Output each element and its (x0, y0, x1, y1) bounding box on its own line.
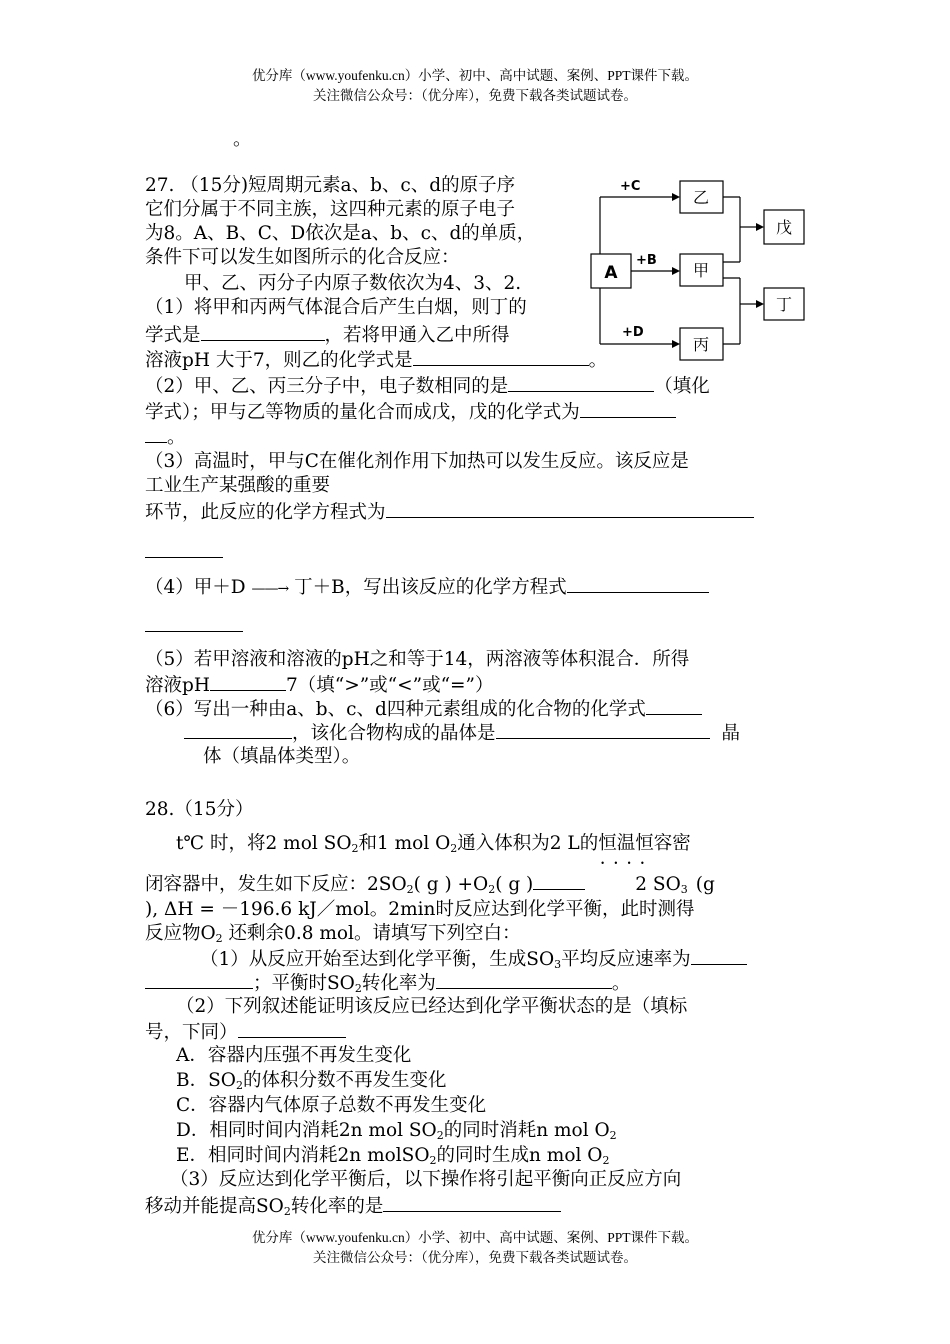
q28-p4-a: 反应物O (145, 923, 216, 944)
sub-2: 2 (602, 1154, 610, 1167)
q27-l11-text: 。 (167, 427, 186, 448)
diagram-label-A: A (604, 263, 618, 283)
q27-line-4: 条件下可以发生如图所示的化合反应： (145, 247, 460, 268)
sub-2: 2 (215, 932, 223, 945)
q27-blank-equation-4-cont[interactable] (145, 631, 243, 632)
q27-line-11 (145, 424, 186, 450)
q28-sub2-line-1: （2）下列叙述能证明该反应已经达到化学平衡状态的是（填标 (176, 996, 688, 1017)
q27-blank-compound-formula-cont[interactable] (184, 720, 292, 739)
q28-para-line-3: ), ΔH = －196.6 kJ／mol。2min时反应达到化学平衡，此时测得 (145, 899, 695, 920)
q27-l18-text-a: ，该化合物构成的晶体是 (292, 723, 496, 744)
q28-s1-b: 平均反应速率为 (561, 949, 691, 970)
q28-s1-d: 转化率为 (361, 973, 436, 994)
q28-sub2-line-2 (145, 1019, 346, 1045)
q28-s1-e: 。 (611, 973, 631, 994)
sub-3: 3 (680, 883, 688, 896)
q28-s2-b: 号，下同） (145, 1022, 238, 1043)
q27-blank-equation-3[interactable] (386, 499, 754, 518)
q27-line-10 (145, 399, 676, 425)
q27-blank-ph[interactable] (210, 672, 286, 691)
q27-line-5: 甲、乙、丙分子内原子数依次为4、3、2. (184, 273, 522, 294)
q27-l15-text-b: 丁＋B，写出该反应的化学方程式 (294, 577, 567, 598)
footer-line-2: 关注微信公众号：（优分库），免费下载各类试题试卷。 (313, 1250, 637, 1265)
reaction-diagram (590, 172, 810, 368)
sub-2: 2 (406, 883, 414, 896)
q27-line-15 (145, 574, 709, 601)
q28-sub3-line-1: （3）反应达到化学平衡后，以下操作将引起平衡向正反应方向 (170, 1169, 682, 1190)
q27-blank-equation-4[interactable] (567, 574, 709, 593)
sub-3: 3 (554, 958, 562, 971)
q28-p1-e: 密 (672, 833, 691, 854)
q28-blank-equilibrium-choice[interactable] (238, 1019, 346, 1038)
q28-p2-c: ( g ) (495, 874, 534, 895)
diagram-op-d: +D (622, 325, 644, 340)
q27-blank-yi-formula[interactable] (413, 347, 589, 366)
diagram-label-yi: 乙 (692, 188, 710, 207)
q27-line-13: 工业生产某强酸的重要 (145, 475, 331, 496)
sub-2: 2 (351, 842, 359, 855)
q28-blank-conversion[interactable] (436, 970, 612, 989)
q28-optb-a: B．SO (176, 1070, 236, 1091)
q28-p4-b: 还剩余0.8 mol。请填写下列空白： (222, 923, 521, 944)
q27-blank-ding-formula[interactable] (201, 322, 325, 341)
q27-l14-text: 环节，此反应的化学方程式为 (145, 502, 386, 523)
q27-line-18 (184, 720, 740, 746)
q27-line-3: 为8。A、B、C、D依次是a、b、c、d的单质， (145, 223, 536, 244)
q27-l17-text: （6）写出一种由a、b、c、d四种元素组成的化合物的化学式 (145, 699, 646, 720)
footer-line-1: 优分库（www.youfenku.cn）小学、初中、高中试题、案例、PPT课件下载。 (251, 1230, 699, 1245)
q27-l16-text-b: 溶液pH (145, 675, 210, 696)
q27-blank-compound-formula[interactable] (646, 696, 702, 715)
q28-optd-b: 的同时消耗n mol O (443, 1120, 610, 1141)
header-line-1: 优分库（www.youfenku.cn）小学、初中、高中试题、案例、PPT课件下载。 (251, 68, 699, 83)
diagram-label-jia: 甲 (692, 261, 710, 280)
q27-l9-text-b: （填化 (654, 376, 710, 397)
equilibrium-arrow-icon (533, 875, 585, 890)
q28-opte-b: 的同时生成n mol O (436, 1145, 603, 1166)
diagram-op-b: +B (636, 253, 657, 268)
q28-para-line-1 (176, 832, 691, 861)
q28-p1-b: 和1 mol O (358, 833, 451, 854)
q27-l18-text-b: 晶 (721, 723, 741, 744)
diagram-label-ding: 丁 (775, 295, 793, 314)
q27-l7-text-b: ，若将甲通入乙中所得 (324, 325, 510, 346)
q28-emphasis-constant-temp-volume: 恒温恒容 • • (598, 833, 672, 854)
q27-line-16: （5）若甲溶液和溶液的pH之和等于14，两溶液等体积混合．所得 (145, 649, 690, 670)
sub-2: 2 (436, 1129, 444, 1142)
q28-blank-forward-shift[interactable] (383, 1193, 561, 1212)
q28-s3-c: 转化率的是 (290, 1196, 384, 1217)
diagram-op-c: +C (620, 179, 641, 194)
q27-l8-text-a: 溶液pH 大于7，则乙的化学式是 (145, 350, 413, 371)
q27-blank-wu-formula[interactable] (580, 399, 676, 418)
q27-l9-text-a: （2）甲、乙、丙三分子中，电子数相同的是 (145, 376, 509, 397)
q28-title: 28.（15分） (145, 799, 254, 820)
q28-optb-b: 的体积分数不再发生变化 (242, 1070, 447, 1091)
q27-blank-equation-3-cont[interactable] (145, 557, 223, 558)
q27-l10-text: 学式）；甲与乙等物质的量化合而成戊，戊的化学式为 (145, 402, 580, 423)
diagram-label-bing: 丙 (692, 335, 710, 354)
header-line-2: 关注微信公众号：（优分库），免费下载各类试题试卷。 (313, 88, 637, 103)
q27-l7-text-a: 学式是 (145, 325, 201, 346)
sub-2: 2 (283, 1205, 291, 1218)
q27-line-9 (145, 373, 710, 399)
q27-line-19: 体（填晶体类型）。 (203, 746, 361, 767)
q27-l15-text-a: （4）甲＋D (145, 577, 246, 598)
sub-2: 2 (354, 982, 362, 995)
q27-blank-crystal-type[interactable] (496, 720, 710, 739)
q28-optd-a: D．相同时间内消耗2n mol SO (176, 1120, 437, 1141)
q28-p2-b: ( g ) +O (413, 874, 489, 895)
q27-l16-text-c: 7（填“>”或“<”或“=”） (285, 675, 494, 696)
q28-blank-rate[interactable] (691, 946, 747, 965)
q28-option-c: C．容器内气体原子总数不再发生变化 (176, 1095, 487, 1116)
q27-line-16b (145, 672, 494, 698)
q28-p2-a: 闭容器中，发生如下反应：2SO (145, 874, 407, 895)
q27-line-12: （3）高温时，甲与C在催化剂作用下加热可以发生反应。该反应是 (145, 451, 689, 472)
sub-2: 2 (235, 1079, 243, 1092)
q27-line-14 (145, 499, 754, 525)
q28-p1-a: t℃ 时，将2 mol SO (176, 833, 352, 854)
q28-sub3-line-2 (145, 1193, 561, 1224)
q28-p1-c: 通入体积为2 L的 (457, 833, 599, 854)
q27-line-17 (145, 696, 702, 722)
q28-opte-a: E．相同时间内消耗2n molSO (176, 1145, 430, 1166)
q27-line-7 (145, 322, 510, 348)
diagram-label-wu: 戊 (775, 218, 793, 237)
reaction-arrow-icon: ——→ (251, 581, 289, 597)
q28-s3-b: 移动并能提高SO (145, 1196, 284, 1217)
q28-s1-c: ；平衡时SO (253, 973, 355, 994)
top-fragment: 。 (233, 129, 252, 150)
q27-line-8 (145, 347, 607, 373)
q27-blank-wu-formula-cont[interactable] (145, 424, 167, 443)
sub-2: 2 (609, 1129, 617, 1142)
q27-line-1: 27. （15分)短周期元素a、b、c、d的原子序 (145, 175, 516, 196)
q27-line-6: （1）将甲和丙两气体混合后产生白烟，则丁的 (145, 297, 527, 318)
q27-l8-text-b: 。 (588, 350, 608, 371)
sub-2: 2 (450, 842, 458, 855)
q27-line-2: 它们分属于不同主族，这四种元素的原子电子 (145, 199, 516, 220)
q28-blank-rate-cont[interactable] (145, 970, 253, 989)
q28-option-a: A．容器内压强不再发生变化 (176, 1045, 412, 1066)
sub-2: 2 (429, 1154, 437, 1167)
q27-blank-same-electrons[interactable] (508, 373, 654, 392)
q28-p2-e: (g (695, 874, 715, 895)
q28-p2-d: 2 SO (635, 874, 681, 895)
sub-2: 2 (488, 883, 496, 896)
q28-s1-a: （1）从反应开始至达到化学平衡，生成SO (200, 949, 555, 970)
